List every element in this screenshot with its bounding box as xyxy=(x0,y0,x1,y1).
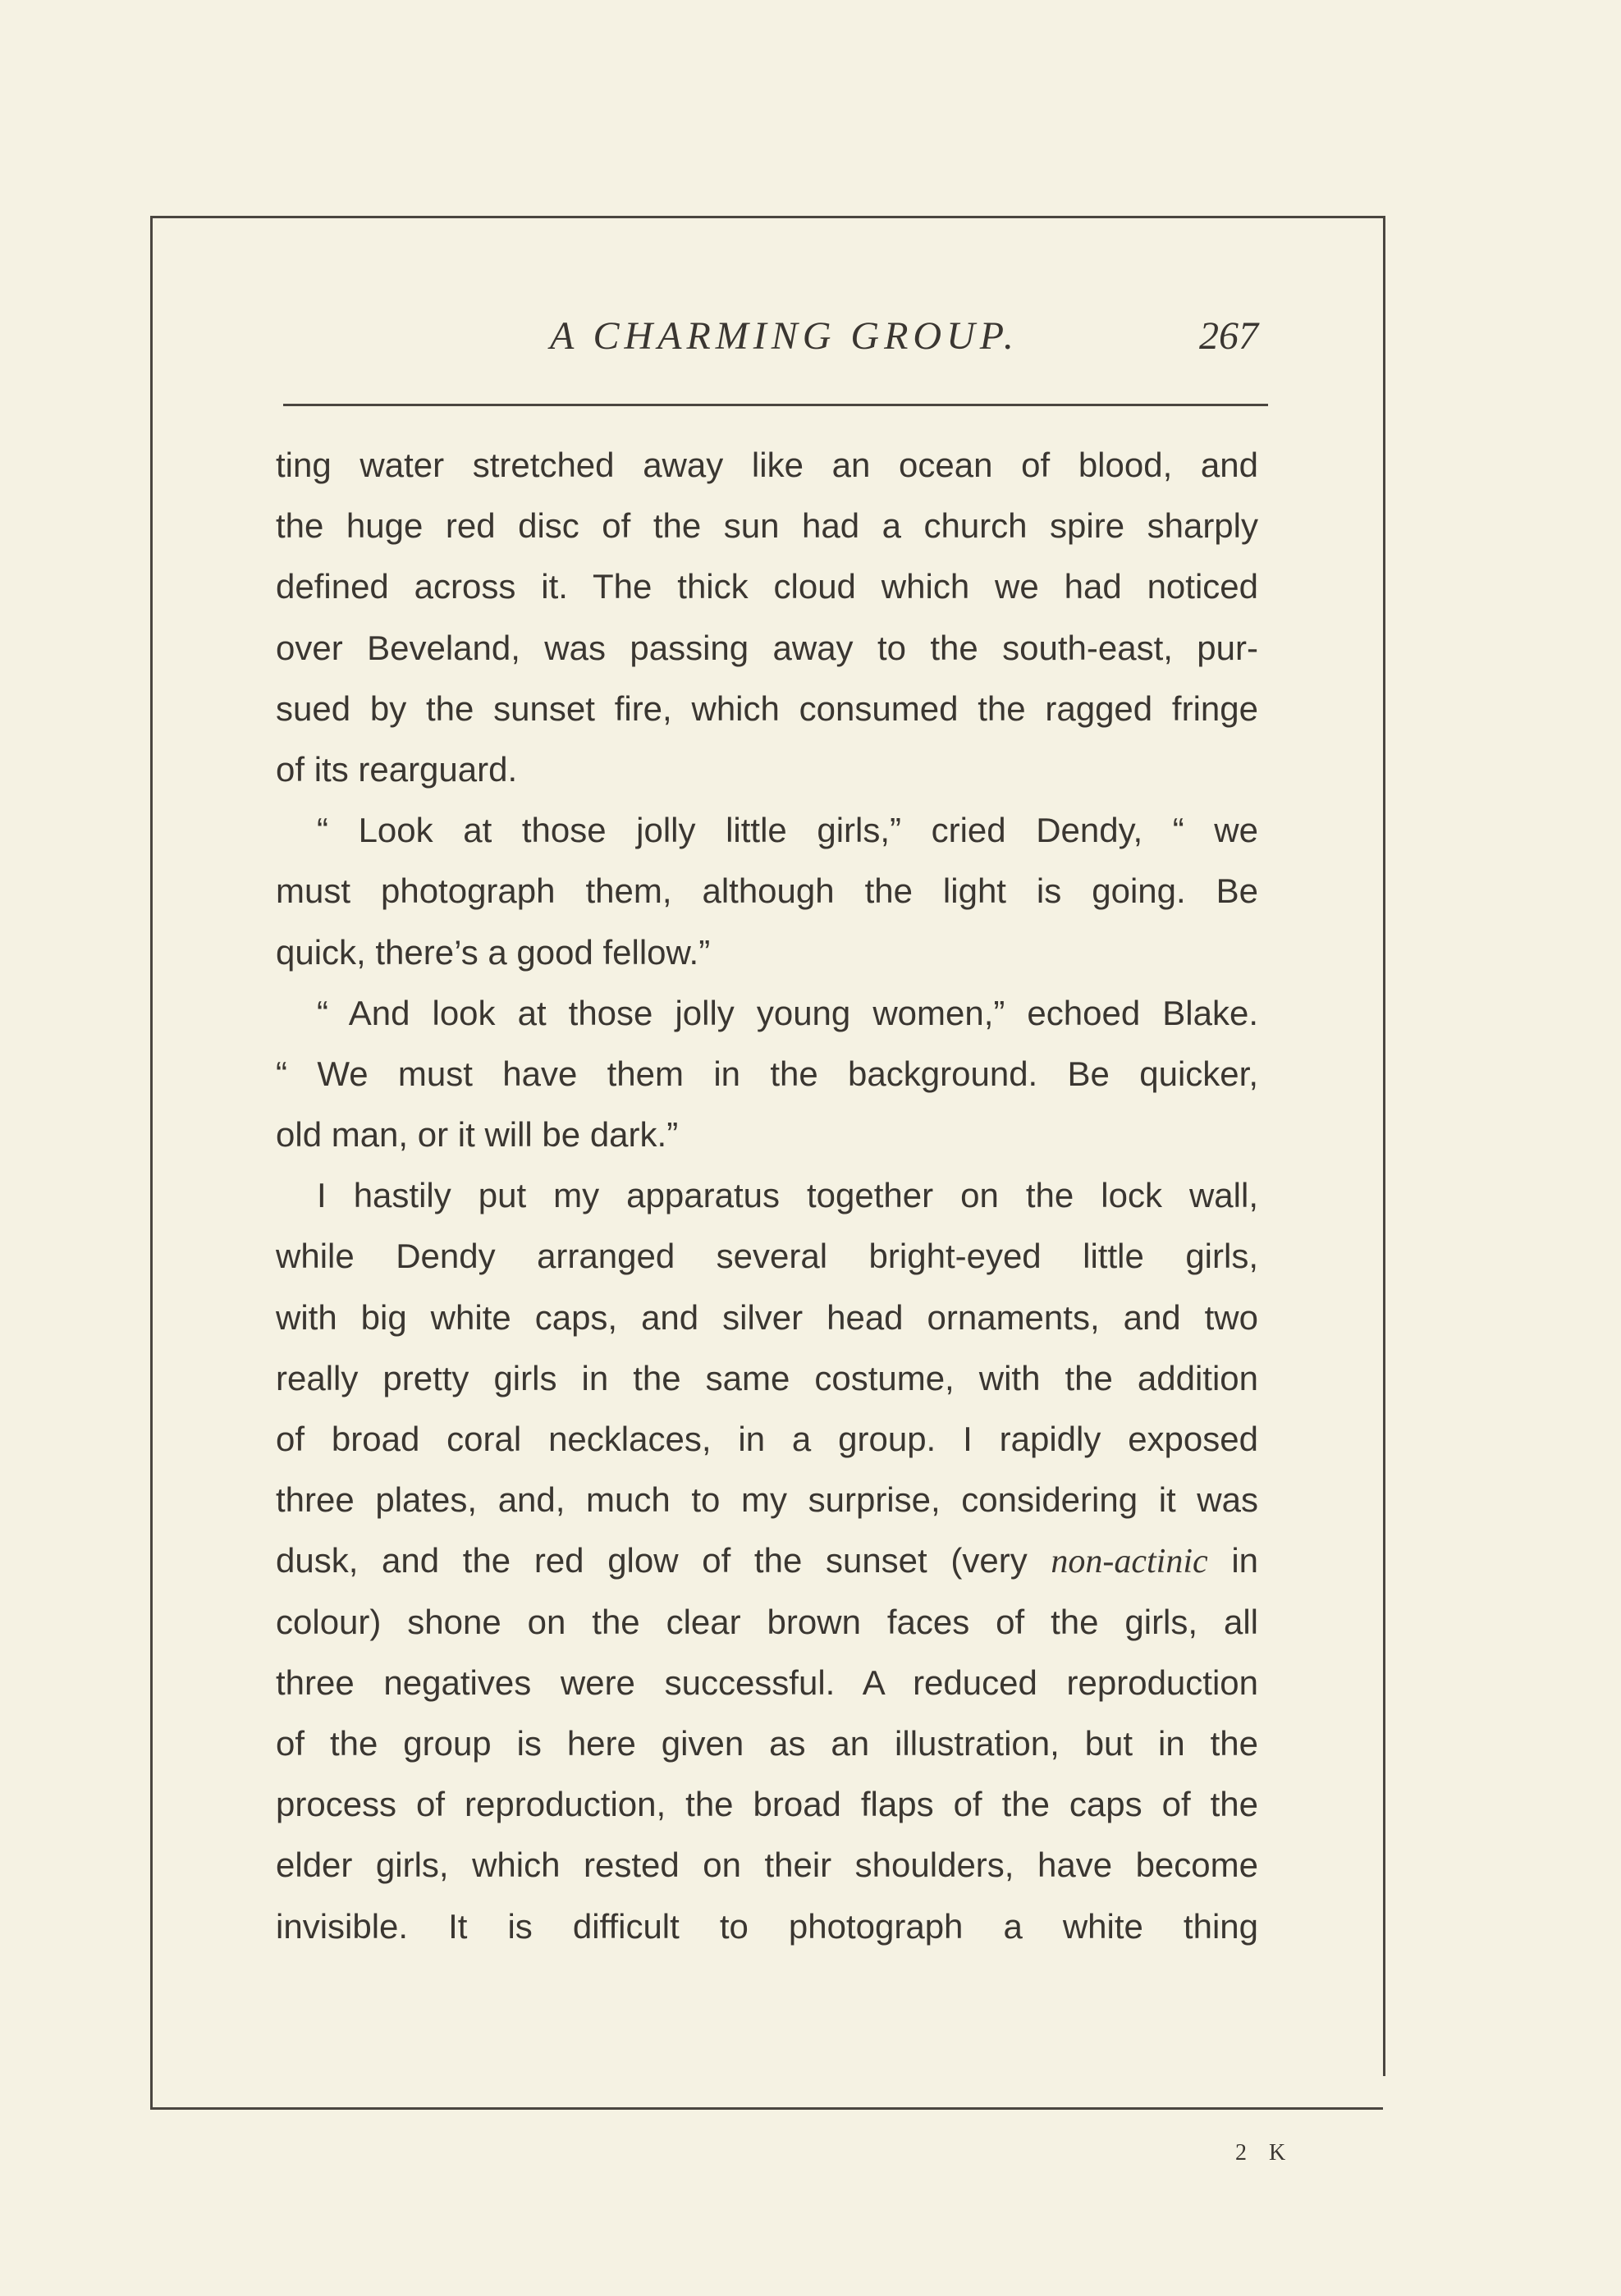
text-line: three plates, and, much to my surprise, considering it was xyxy=(276,1480,1258,1520)
page-number: 267 xyxy=(1199,314,1258,358)
italic-term: non-actinic xyxy=(1051,1543,1208,1581)
text-line: process of reproduction, the broad flaps of the caps of the xyxy=(276,1785,1258,1824)
text-line: must photograph them, although the light is going. Be xyxy=(276,871,1258,911)
text-line: sued by the sunset fire, which consumed the ragged fringe xyxy=(276,688,1258,728)
page-frame-right-rule xyxy=(1383,216,1385,2076)
running-title: A CHARMING GROUP. xyxy=(550,314,1019,358)
text-line: “ And look at those jolly young women,” echoed Blake. xyxy=(317,993,1258,1032)
page-frame-left-rule xyxy=(150,216,153,2107)
text-line: elder girls, which rested on their shoulders, have become xyxy=(276,1845,1258,1885)
text-line: of broad coral necklaces, in a group. I rapidly exposed xyxy=(276,1420,1258,1458)
text-line: ting water stretched away like an ocean of blood, and xyxy=(276,446,1258,484)
text-line: of the group is here given as an illustration, but in the xyxy=(276,1723,1258,1763)
text-line: three negatives were successful. A reduced reproduction xyxy=(276,1663,1258,1702)
page-frame-top-rule xyxy=(150,216,1383,218)
text-line: of its rearguard. xyxy=(276,749,518,789)
text-line: with big white caps, and silver head ornaments, and two xyxy=(276,1297,1258,1337)
text-line: over Beveland, was passing away to the south-east, pur- xyxy=(276,628,1258,667)
body-text xyxy=(276,435,1258,1957)
running-head xyxy=(271,313,1258,371)
text-line: while Dendy arranged several bright-eyed little girls, xyxy=(276,1237,1258,1276)
text-line: the huge red disc of the sun had a church spire sharply xyxy=(276,506,1258,546)
text-line: old man, or it will be dark.” xyxy=(276,1115,679,1155)
header-rule xyxy=(283,404,1268,406)
text-line: invisible. It is difficult to photograph a white thing xyxy=(276,1906,1258,1946)
text-line: colour) shone on the clear brown faces of the girls, all xyxy=(276,1602,1258,1641)
text-line: “ Look at those jolly little girls,” cried Dendy, “ we xyxy=(317,811,1258,850)
page-frame-bottom-rule xyxy=(150,2107,1383,2110)
text-line: really pretty girls in the same costume, with the addition xyxy=(276,1358,1258,1397)
text-line: quick, there’s a good fellow.” xyxy=(276,932,711,972)
signature-mark: 2 K xyxy=(1235,2140,1294,2166)
text-line: dusk, and the red glow of the sunset (very non-actinic in xyxy=(276,1541,1259,1581)
text-line: defined across it. The thick cloud which we had noticed xyxy=(276,567,1258,606)
text-line: I hastily put my apparatus together on the lock wall, xyxy=(317,1176,1258,1215)
text-line: “ We must have them in the background. Be quicker, xyxy=(276,1054,1258,1093)
